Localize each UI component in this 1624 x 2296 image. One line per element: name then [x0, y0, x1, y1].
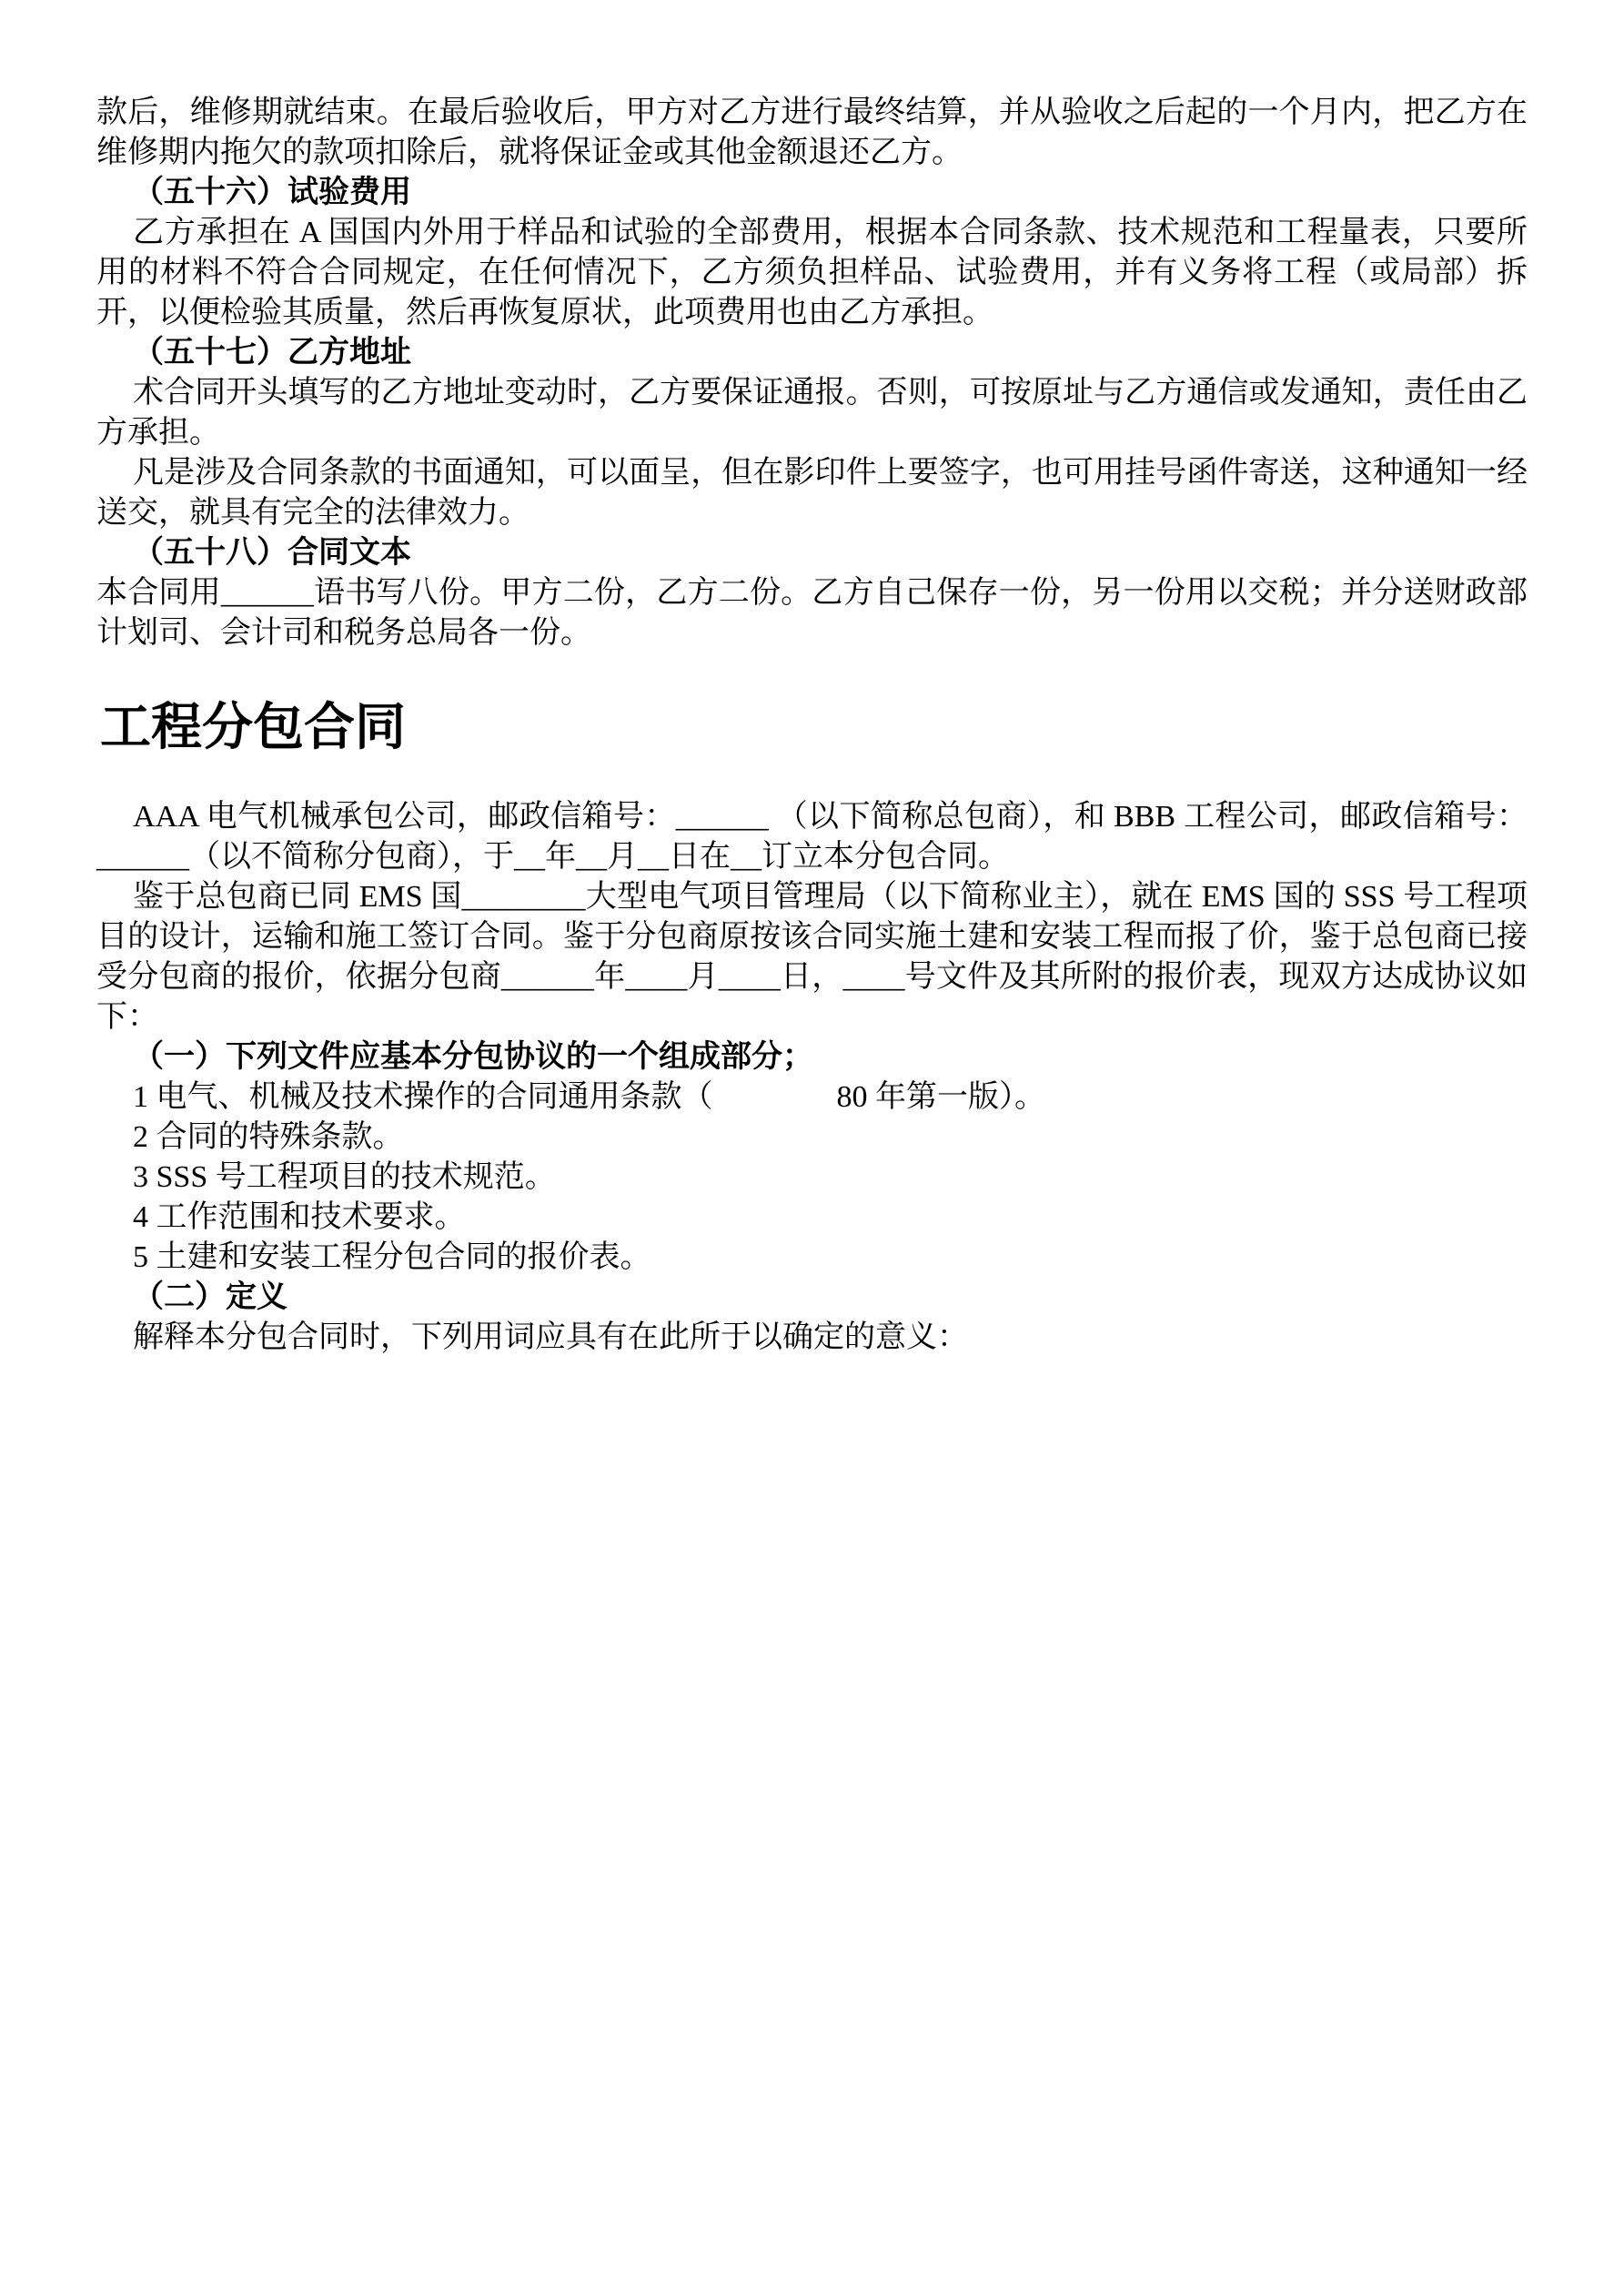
list-item-quotation-table: 5 土建和安装工程分包合同的报价表。 — [133, 1240, 651, 1274]
heading-section-two: （二）定义 — [133, 1280, 287, 1314]
document-title: 工程分包合同 — [100, 700, 406, 756]
heading-clause-58: （五十八）合同文本 — [133, 536, 411, 570]
paragraph-clause-57-address: 术合同开头填写的乙方地址变动时，乙方要保证通报。否则，可按原址与乙方通信或发通知，责任由乙方承担。 — [96, 376, 1528, 450]
list-item-general-conditions: 1 电气、机械及技术操作的合同通用条款（ 80 年第一版）。 — [133, 1080, 1045, 1114]
heading-clause-57: （五十七）乙方地址 — [133, 336, 411, 369]
list-item-technical-specs: 3 SSS 号工程项目的技术规范。 — [133, 1160, 556, 1194]
paragraph-definitions-intro: 解释本分包合同时，下列用词应具有在此所于以确定的意义： — [133, 1320, 968, 1354]
paragraph-clause-56: 乙方承担在 A 国国内外用于样品和试验的全部费用，根据本合同条款、技术规范和工程量表，只要所用的材料不符合合同规定，在任何情况下，乙方须负担样品、试验费用，并有义务将工程（或局部）拆开，以便检验其质量，然后再恢复原状，此项费用也由乙方承担。 — [96, 216, 1528, 329]
paragraph-warranty-settlement: 款后，维修期就结束。在最后验收后，甲方对乙方进行最终结算，并从验收之后起的一个月内，把乙方在维修期内拖欠的款项扣除后，就将保证金或其他金额退还乙方。 — [96, 96, 1528, 169]
list-item-special-conditions: 2 合同的特殊条款。 — [133, 1120, 404, 1154]
heading-section-one: （一）下列文件应基本分包协议的一个组成部分； — [133, 1040, 813, 1074]
heading-clause-56: （五十六）试验费用 — [133, 176, 411, 209]
paragraph-intro-whereas: 鉴于总包商已同 EMS 国________大型电气项目管理局（以下简称业主），就在 EMS 国的 SSS 号工程项目的设计，运输和施工签订合同。鉴于分包商原按该合同实施土建和安装工程而报了价，鉴于总包商已接受分包商的报价，依据分包商______年____月____日，____号文件及其所附的报价表，现双方达成协议如下： — [96, 880, 1528, 1034]
paragraph-clause-58: 本合同用______语书写八份。甲方二份，乙方二份。乙方自己保存一份，另一份用以交税；并分送财政部计划司、会计司和税务总局各一份。 — [96, 576, 1528, 650]
paragraph-clause-57-notice: 凡是涉及合同条款的书面通知，可以面呈，但在影印件上要签字，也可用挂号函件寄送，这种通知一经送交，就具有完全的法律效力。 — [96, 456, 1528, 530]
list-item-scope-requirements: 4 工作范围和技术要求。 — [133, 1200, 466, 1234]
paragraph-intro-parties: AAA 电气机械承包公司，邮政信箱号：______ （以下简称总包商），和 BBB 工程公司，邮政信箱号：______（以不简称分包商），于__年__月__日在__订立本分包合同。 — [96, 800, 1528, 874]
